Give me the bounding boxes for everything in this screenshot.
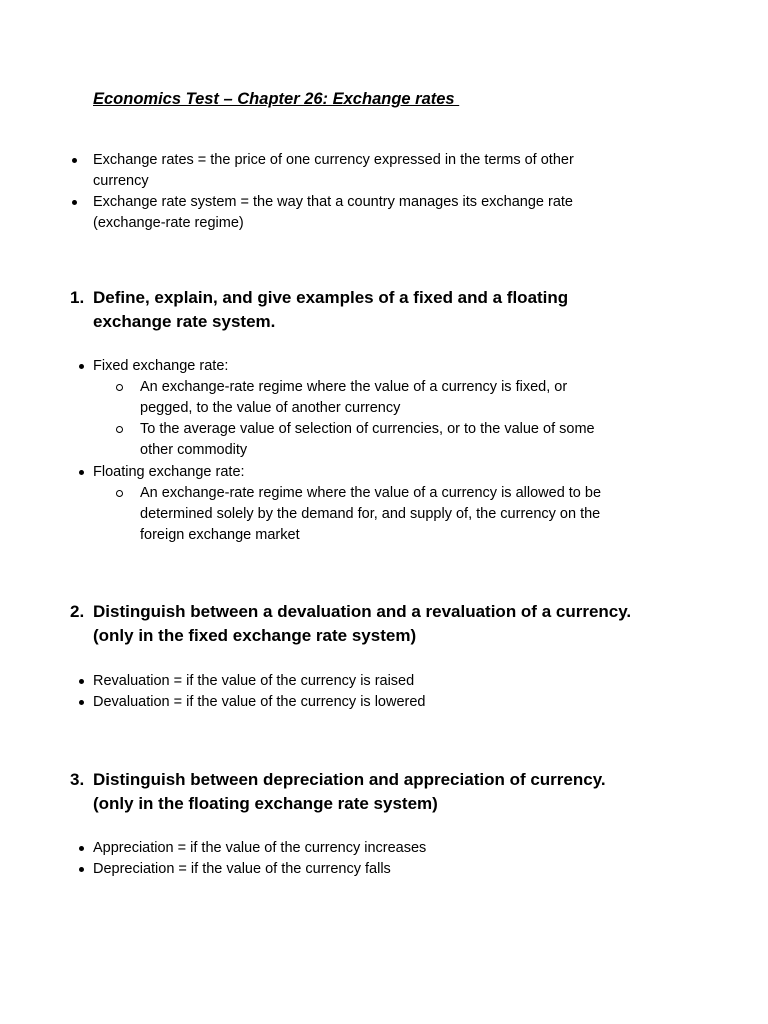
bullet-icon <box>79 867 84 872</box>
question-1-number: 1. <box>70 288 85 307</box>
question-2-number: 2. <box>70 602 85 621</box>
bullet-icon <box>79 846 84 851</box>
question-2-line-2: (only in the fixed exchange rate system) <box>93 626 417 645</box>
q1-floating-sub-1-line-2: determined solely by the demand for, and supply of, the currency on the <box>140 506 601 522</box>
q1-fixed-sub-2-line-2: other commodity <box>140 442 248 458</box>
question-3-number: 3. <box>70 770 85 789</box>
q1-fixed-sub-1-line-1: An exchange-rate regime where the value of a currency is fixed, or <box>140 379 568 395</box>
q1-fixed-sub-1-line-2: pegged, to the value of another currency <box>140 400 401 416</box>
q3-item-depreciation: Depreciation = if the value of the currency falls <box>93 861 391 877</box>
question-1-line-1: Define, explain, and give examples of a fixed and a floating <box>93 288 569 307</box>
circle-bullet-icon <box>116 490 123 497</box>
question-3-line-1: Distinguish between depreciation and appreciation of currency. <box>93 770 606 789</box>
q1-floating-sub-1-line-1: An exchange-rate regime where the value of a currency is allowed to be <box>140 485 602 501</box>
bullet-icon <box>79 470 84 475</box>
circle-bullet-icon <box>116 426 123 433</box>
question-3-line-2: (only in the floating exchange rate system) <box>93 794 438 813</box>
question-2-line-1: Distinguish between a devaluation and a revaluation of a currency. <box>93 602 632 621</box>
q1-item-fixed-label: Fixed exchange rate: <box>93 358 229 374</box>
q1-fixed-sub-2-line-1: To the average value of selection of currencies, or to the value of some <box>140 421 595 437</box>
q2-item-revaluation: Revaluation = if the value of the currency is raised <box>93 673 415 689</box>
bullet-icon <box>79 364 84 369</box>
intro-1-line-2: currency <box>93 173 149 189</box>
bullet-icon <box>79 679 84 684</box>
intro-2-line-1: Exchange rate system = the way that a country manages its exchange rate <box>93 194 573 210</box>
q1-item-floating-label: Floating exchange rate: <box>93 464 245 480</box>
question-1-line-2: exchange rate system. <box>93 312 276 331</box>
bullet-icon <box>72 200 77 205</box>
circle-bullet-icon <box>116 384 123 391</box>
document-title: Economics Test – Chapter 26: Exchange rates <box>93 90 460 108</box>
intro-1-line-1: Exchange rates = the price of one currency expressed in the terms of other <box>93 152 574 168</box>
bullet-icon <box>79 700 84 705</box>
q2-item-devaluation: Devaluation = if the value of the currency is lowered <box>93 694 426 710</box>
intro-2-line-2: (exchange-rate regime) <box>93 215 244 231</box>
q3-item-appreciation: Appreciation = if the value of the currency increases <box>93 840 427 856</box>
q1-floating-sub-1-line-3: foreign exchange market <box>140 527 300 543</box>
bullet-icon <box>72 158 77 163</box>
